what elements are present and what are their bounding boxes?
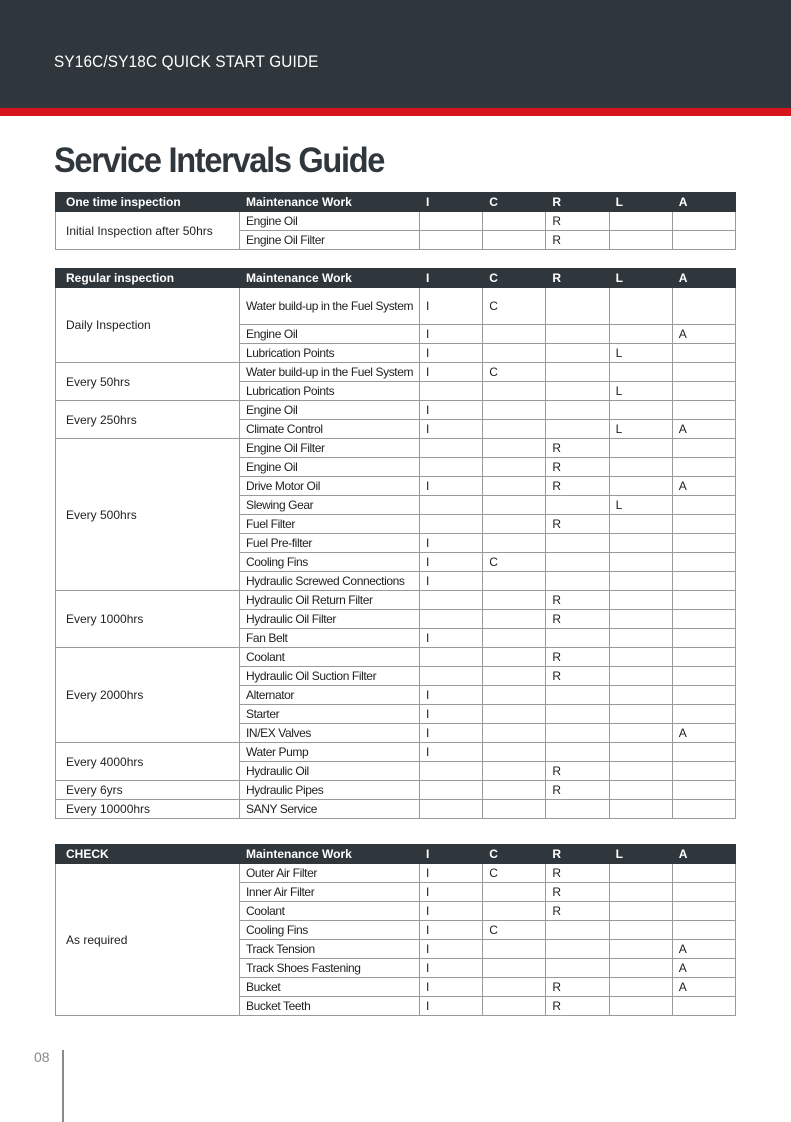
flag-cell-i: I <box>420 553 483 572</box>
maintenance-work-cell: Hydraulic Oil Filter <box>240 610 420 629</box>
maintenance-work-cell: Track Tension <box>240 940 420 959</box>
column-header-r: R <box>546 845 609 864</box>
page-header <box>0 0 791 108</box>
flag-cell-l <box>609 762 672 781</box>
flag-cell-r: R <box>546 864 609 883</box>
interval-label: Every 6yrs <box>56 781 240 800</box>
flag-cell-i: I <box>420 534 483 553</box>
maintenance-work-cell: Water build-up in the Fuel System <box>240 288 420 325</box>
column-header-a: A <box>672 269 735 288</box>
maintenance-work-cell: Engine Oil <box>240 458 420 477</box>
interval-label: Every 10000hrs <box>56 800 240 819</box>
flag-cell-l <box>609 534 672 553</box>
flag-cell-i: I <box>420 902 483 921</box>
flag-cell-r: R <box>546 762 609 781</box>
maintenance-work-cell: Hydraulic Oil Suction Filter <box>240 667 420 686</box>
flag-cell-r <box>546 629 609 648</box>
header-title: SY16C/SY18C QUICK START GUIDE <box>54 52 319 71</box>
column-header-c: C <box>483 269 546 288</box>
flag-cell-l <box>609 458 672 477</box>
section-title: One time inspection <box>56 193 240 212</box>
maintenance-work-cell: Hydraulic Oil <box>240 762 420 781</box>
flag-cell-r <box>546 572 609 591</box>
flag-cell-i <box>420 382 483 401</box>
table-row <box>56 363 736 382</box>
maintenance-work-cell: Lubrication Points <box>240 382 420 401</box>
flag-cell-c <box>483 515 546 534</box>
column-header-l: L <box>609 193 672 212</box>
flag-cell-r <box>546 325 609 344</box>
flag-cell-l <box>609 325 672 344</box>
maintenance-work-cell: Track Shoes Fastening <box>240 959 420 978</box>
maintenance-work-cell: IN/EX Valves <box>240 724 420 743</box>
flag-cell-c <box>483 743 546 762</box>
table-row <box>56 439 736 458</box>
flag-cell-c <box>483 382 546 401</box>
flag-cell-a <box>672 231 735 250</box>
maintenance-work-cell: Engine Oil Filter <box>240 231 420 250</box>
maintenance-work-cell: Bucket Teeth <box>240 997 420 1016</box>
flag-cell-c <box>483 940 546 959</box>
flag-cell-l <box>609 553 672 572</box>
flag-cell-c <box>483 800 546 819</box>
table-row <box>56 401 736 420</box>
flag-cell-i <box>420 781 483 800</box>
maintenance-work-cell: Cooling Fins <box>240 921 420 940</box>
table-row <box>56 212 736 231</box>
flag-cell-l <box>609 743 672 762</box>
flag-cell-a <box>672 496 735 515</box>
flag-cell-c <box>483 325 546 344</box>
flag-cell-c <box>483 667 546 686</box>
flag-cell-a <box>672 572 735 591</box>
flag-cell-r <box>546 705 609 724</box>
column-header-l: L <box>609 845 672 864</box>
flag-cell-l <box>609 212 672 231</box>
flag-cell-r: R <box>546 591 609 610</box>
maintenance-work-cell: Water build-up in the Fuel System <box>240 363 420 382</box>
flag-cell-a: A <box>672 959 735 978</box>
flag-cell-l <box>609 288 672 325</box>
table-row <box>56 288 736 325</box>
column-header-i: I <box>420 193 483 212</box>
maintenance-work-cell: Drive Motor Oil <box>240 477 420 496</box>
flag-cell-l <box>609 363 672 382</box>
flag-cell-r <box>546 686 609 705</box>
flag-cell-a <box>672 382 735 401</box>
maintenance-work-cell: Bucket <box>240 978 420 997</box>
flag-cell-r <box>546 288 609 325</box>
column-header-r: R <box>546 193 609 212</box>
one-time-inspection-table <box>55 192 736 250</box>
flag-cell-a <box>672 781 735 800</box>
maintenance-work-cell: Engine Oil <box>240 401 420 420</box>
column-header-work: Maintenance Work <box>240 845 420 864</box>
flag-cell-a <box>672 864 735 883</box>
maintenance-work-cell: Hydraulic Oil Return Filter <box>240 591 420 610</box>
column-header-r: R <box>546 269 609 288</box>
flag-cell-i: I <box>420 401 483 420</box>
flag-cell-c <box>483 401 546 420</box>
interval-label: Every 50hrs <box>56 363 240 401</box>
flag-cell-a <box>672 629 735 648</box>
flag-cell-a <box>672 883 735 902</box>
flag-cell-i: I <box>420 864 483 883</box>
flag-cell-i: I <box>420 997 483 1016</box>
page-title: Service Intervals Guide <box>54 141 385 180</box>
flag-cell-r <box>546 743 609 762</box>
flag-cell-a <box>672 401 735 420</box>
table-row <box>56 648 736 667</box>
flag-cell-i <box>420 439 483 458</box>
flag-cell-i <box>420 591 483 610</box>
table-header-row <box>56 845 736 864</box>
flag-cell-a <box>672 902 735 921</box>
flag-cell-i: I <box>420 686 483 705</box>
flag-cell-i: I <box>420 959 483 978</box>
flag-cell-l: L <box>609 420 672 439</box>
flag-cell-r: R <box>546 610 609 629</box>
flag-cell-r: R <box>546 458 609 477</box>
check-table <box>55 844 736 1016</box>
flag-cell-r <box>546 382 609 401</box>
flag-cell-i: I <box>420 572 483 591</box>
flag-cell-i <box>420 610 483 629</box>
flag-cell-l <box>609 686 672 705</box>
flag-cell-a <box>672 997 735 1016</box>
flag-cell-l <box>609 724 672 743</box>
table-row <box>56 781 736 800</box>
flag-cell-a <box>672 534 735 553</box>
flag-cell-r: R <box>546 902 609 921</box>
maintenance-work-cell: Engine Oil <box>240 212 420 231</box>
maintenance-work-cell: Cooling Fins <box>240 553 420 572</box>
flag-cell-r <box>546 959 609 978</box>
flag-cell-r <box>546 553 609 572</box>
flag-cell-a <box>672 648 735 667</box>
maintenance-work-cell: Fuel Pre-filter <box>240 534 420 553</box>
flag-cell-r <box>546 363 609 382</box>
flag-cell-l <box>609 940 672 959</box>
flag-cell-i <box>420 762 483 781</box>
maintenance-work-cell: Starter <box>240 705 420 724</box>
flag-cell-l <box>609 997 672 1016</box>
flag-cell-r: R <box>546 212 609 231</box>
flag-cell-l <box>609 959 672 978</box>
flag-cell-c: C <box>483 921 546 940</box>
flag-cell-l <box>609 902 672 921</box>
flag-cell-r <box>546 420 609 439</box>
column-header-work: Maintenance Work <box>240 193 420 212</box>
flag-cell-a <box>672 363 735 382</box>
flag-cell-l <box>609 921 672 940</box>
column-header-i: I <box>420 845 483 864</box>
flag-cell-c <box>483 212 546 231</box>
flag-cell-i <box>420 231 483 250</box>
interval-label: Every 1000hrs <box>56 591 240 648</box>
flag-cell-c <box>483 572 546 591</box>
flag-cell-a <box>672 344 735 363</box>
column-header-a: A <box>672 845 735 864</box>
section-title: CHECK <box>56 845 240 864</box>
flag-cell-a: A <box>672 724 735 743</box>
flag-cell-l: L <box>609 382 672 401</box>
interval-label: Every 500hrs <box>56 439 240 591</box>
maintenance-work-cell: Inner Air Filter <box>240 883 420 902</box>
flag-cell-r <box>546 921 609 940</box>
flag-cell-l <box>609 591 672 610</box>
flag-cell-a <box>672 762 735 781</box>
flag-cell-a <box>672 515 735 534</box>
flag-cell-i: I <box>420 940 483 959</box>
flag-cell-c <box>483 686 546 705</box>
flag-cell-c <box>483 629 546 648</box>
flag-cell-r: R <box>546 515 609 534</box>
maintenance-work-cell: Lubrication Points <box>240 344 420 363</box>
table-row <box>56 864 736 883</box>
maintenance-work-cell: Hydraulic Screwed Connections <box>240 572 420 591</box>
interval-label: Every 2000hrs <box>56 648 240 743</box>
flag-cell-a <box>672 288 735 325</box>
flag-cell-l <box>609 800 672 819</box>
flag-cell-l <box>609 439 672 458</box>
maintenance-work-cell: SANY Service <box>240 800 420 819</box>
flag-cell-l <box>609 629 672 648</box>
flag-cell-i: I <box>420 978 483 997</box>
flag-cell-c <box>483 591 546 610</box>
column-header-c: C <box>483 193 546 212</box>
flag-cell-r <box>546 940 609 959</box>
flag-cell-i: I <box>420 344 483 363</box>
flag-cell-r <box>546 800 609 819</box>
flag-cell-l: L <box>609 496 672 515</box>
flag-cell-a <box>672 458 735 477</box>
flag-cell-c <box>483 997 546 1016</box>
table-row <box>56 800 736 819</box>
flag-cell-r: R <box>546 883 609 902</box>
flag-cell-c <box>483 902 546 921</box>
flag-cell-i: I <box>420 420 483 439</box>
flag-cell-l <box>609 781 672 800</box>
maintenance-work-cell: Fuel Filter <box>240 515 420 534</box>
flag-cell-r <box>546 496 609 515</box>
flag-cell-c <box>483 959 546 978</box>
flag-cell-c: C <box>483 553 546 572</box>
flag-cell-l <box>609 572 672 591</box>
flag-cell-i: I <box>420 921 483 940</box>
flag-cell-l: L <box>609 344 672 363</box>
flag-cell-c <box>483 458 546 477</box>
flag-cell-c <box>483 781 546 800</box>
flag-cell-c <box>483 231 546 250</box>
flag-cell-r: R <box>546 978 609 997</box>
flag-cell-a <box>672 212 735 231</box>
flag-cell-r: R <box>546 667 609 686</box>
flag-cell-i: I <box>420 325 483 344</box>
table-row <box>56 591 736 610</box>
interval-label: Every 4000hrs <box>56 743 240 781</box>
flag-cell-a <box>672 705 735 724</box>
flag-cell-i: I <box>420 705 483 724</box>
flag-cell-i: I <box>420 288 483 325</box>
flag-cell-l <box>609 864 672 883</box>
flag-cell-c <box>483 724 546 743</box>
column-header-i: I <box>420 269 483 288</box>
column-header-work: Maintenance Work <box>240 269 420 288</box>
table-row <box>56 743 736 762</box>
flag-cell-a <box>672 553 735 572</box>
flag-cell-a <box>672 921 735 940</box>
flag-cell-i <box>420 515 483 534</box>
maintenance-work-cell: Engine Oil <box>240 325 420 344</box>
flag-cell-i <box>420 648 483 667</box>
maintenance-work-cell: Climate Control <box>240 420 420 439</box>
flag-cell-a <box>672 743 735 762</box>
flag-cell-r: R <box>546 781 609 800</box>
flag-cell-l <box>609 883 672 902</box>
column-header-a: A <box>672 193 735 212</box>
flag-cell-a: A <box>672 325 735 344</box>
flag-cell-c <box>483 610 546 629</box>
flag-cell-a: A <box>672 420 735 439</box>
flag-cell-a <box>672 686 735 705</box>
flag-cell-c <box>483 534 546 553</box>
section-title: Regular inspection <box>56 269 240 288</box>
flag-cell-i <box>420 800 483 819</box>
flag-cell-i <box>420 212 483 231</box>
flag-cell-r: R <box>546 997 609 1016</box>
flag-cell-l <box>609 667 672 686</box>
maintenance-work-cell: Coolant <box>240 648 420 667</box>
column-header-c: C <box>483 845 546 864</box>
flag-cell-l <box>609 515 672 534</box>
flag-cell-c: C <box>483 288 546 325</box>
flag-cell-a <box>672 800 735 819</box>
page-number-rule <box>62 1050 64 1122</box>
flag-cell-c <box>483 648 546 667</box>
flag-cell-r: R <box>546 648 609 667</box>
flag-cell-a <box>672 439 735 458</box>
flag-cell-l <box>609 401 672 420</box>
flag-cell-c <box>483 883 546 902</box>
flag-cell-c <box>483 705 546 724</box>
maintenance-work-cell: Hydraulic Pipes <box>240 781 420 800</box>
flag-cell-r <box>546 344 609 363</box>
flag-cell-r <box>546 534 609 553</box>
flag-cell-i: I <box>420 477 483 496</box>
flag-cell-l <box>609 477 672 496</box>
flag-cell-r <box>546 724 609 743</box>
flag-cell-a <box>672 610 735 629</box>
regular-inspection-table <box>55 268 736 819</box>
maintenance-work-cell: Coolant <box>240 902 420 921</box>
maintenance-work-cell: Fan Belt <box>240 629 420 648</box>
flag-cell-c <box>483 420 546 439</box>
flag-cell-i: I <box>420 743 483 762</box>
interval-label: Daily Inspection <box>56 288 240 363</box>
header-accent-bar <box>0 108 791 116</box>
flag-cell-i <box>420 667 483 686</box>
maintenance-work-cell: Water Pump <box>240 743 420 762</box>
flag-cell-c: C <box>483 363 546 382</box>
flag-cell-r <box>546 401 609 420</box>
flag-cell-r: R <box>546 231 609 250</box>
table-header-row <box>56 193 736 212</box>
flag-cell-a <box>672 591 735 610</box>
column-header-l: L <box>609 269 672 288</box>
flag-cell-l <box>609 231 672 250</box>
flag-cell-r: R <box>546 439 609 458</box>
flag-cell-a: A <box>672 940 735 959</box>
flag-cell-i <box>420 496 483 515</box>
flag-cell-a <box>672 667 735 686</box>
flag-cell-i <box>420 458 483 477</box>
flag-cell-i: I <box>420 629 483 648</box>
flag-cell-l <box>609 610 672 629</box>
page-number: 08 <box>34 1049 50 1065</box>
flag-cell-l <box>609 705 672 724</box>
flag-cell-l <box>609 648 672 667</box>
maintenance-work-cell: Alternator <box>240 686 420 705</box>
interval-label: Every 250hrs <box>56 401 240 439</box>
maintenance-work-cell: Slewing Gear <box>240 496 420 515</box>
interval-label: As required <box>56 864 240 1016</box>
flag-cell-i: I <box>420 363 483 382</box>
table-header-row <box>56 269 736 288</box>
flag-cell-c: C <box>483 864 546 883</box>
maintenance-work-cell: Outer Air Filter <box>240 864 420 883</box>
flag-cell-c <box>483 439 546 458</box>
flag-cell-i: I <box>420 724 483 743</box>
flag-cell-c <box>483 496 546 515</box>
flag-cell-i: I <box>420 883 483 902</box>
flag-cell-c <box>483 762 546 781</box>
flag-cell-r: R <box>546 477 609 496</box>
maintenance-work-cell: Engine Oil Filter <box>240 439 420 458</box>
flag-cell-c <box>483 477 546 496</box>
flag-cell-c <box>483 978 546 997</box>
interval-label: Initial Inspection after 50hrs <box>56 212 240 250</box>
flag-cell-l <box>609 978 672 997</box>
flag-cell-a: A <box>672 477 735 496</box>
flag-cell-a: A <box>672 978 735 997</box>
flag-cell-c <box>483 344 546 363</box>
